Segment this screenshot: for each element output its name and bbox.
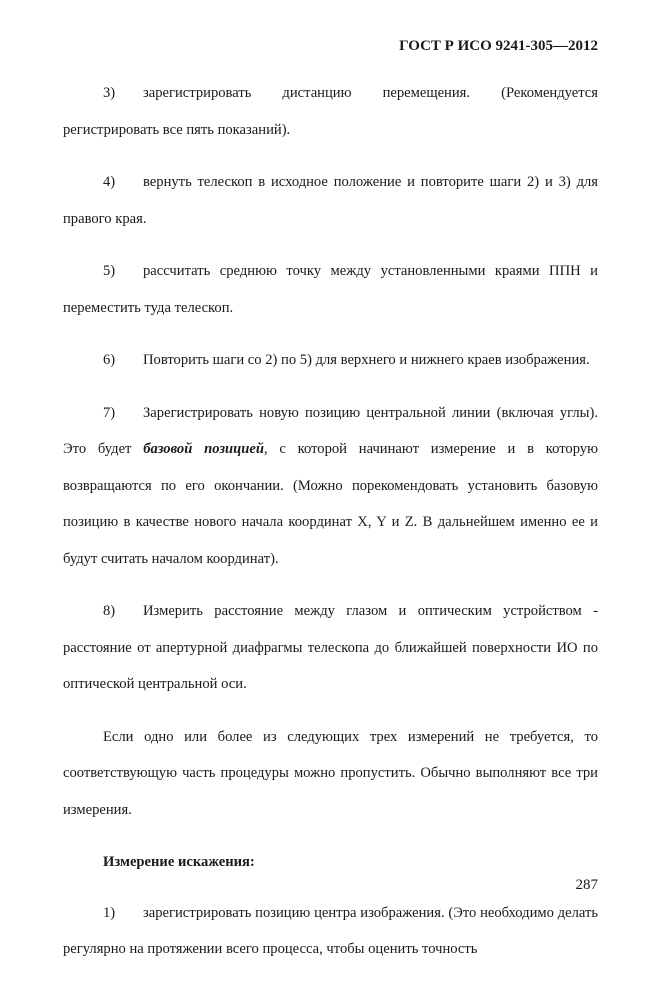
page-content (63, 75, 598, 984)
item-number: 6) (103, 352, 116, 368)
item-number: 3) (103, 85, 116, 101)
item-text: Измерить расстояние между глазом и оптическим устройством - расстояние от апертурной диафрагмы телескопа до ближайшей поверхности ИО по оптической центральной оси. (63, 603, 598, 692)
item-text: вернуть телескоп в исходное положение и повторите шаги 2) и 3) для правого края. (63, 174, 598, 227)
item-text: рассчитать среднюю точку между установленными краями ППН и переместить туда телескоп. (63, 263, 598, 316)
list-item-6 (63, 342, 598, 379)
item-number: 4) (103, 174, 116, 190)
standard-header: ГОСТ Р ИСО 9241-305—2012 (399, 38, 598, 54)
note-paragraph: Если одно или более из следующих трех измерений не требуется, то соответствующую часть процедуры можно пропустить. Обычно выполняют все три измерения. (63, 728, 598, 818)
list-item-3 (63, 75, 598, 148)
list-item-7 (63, 395, 598, 578)
emphasized-term: базовой позицией (143, 441, 264, 457)
list-item-8 (63, 593, 598, 703)
item-number: 5) (103, 263, 116, 279)
item-text: зарегистрировать позицию центра изображения. (Это необходимо делать регулярно на протяжении всего процесса, чтобы оценить точность (63, 904, 598, 957)
item-text-before: Зарегистрировать новую позицию центральной линии (включая углы). Это будет (63, 404, 598, 457)
list-item-4 (63, 164, 598, 237)
section-list-item-1 (63, 895, 598, 968)
item-number: 1) (103, 904, 116, 921)
section-heading: Измерение искажения: (103, 854, 255, 870)
list-item-5 (63, 253, 598, 326)
page-number: 287 (575, 877, 598, 893)
item-text: зарегистрировать дистанцию перемещения. (Рекомендуется регистрировать все пять показаний). (63, 85, 598, 138)
item-number: 8) (103, 603, 116, 619)
item-text: Повторить шаги со 2) по 5) для верхнего и нижнего краев изображения. (143, 352, 590, 368)
item-text-after: , с которой начинают измерение и в которую возвращаются по его окончании. (Можно порекомендовать установить базовую позицию в качестве нового начала координат X, Y и Z. В дальнейшем именно ее и будут считать началом координат). (63, 441, 598, 567)
item-number: 7) (103, 404, 116, 421)
